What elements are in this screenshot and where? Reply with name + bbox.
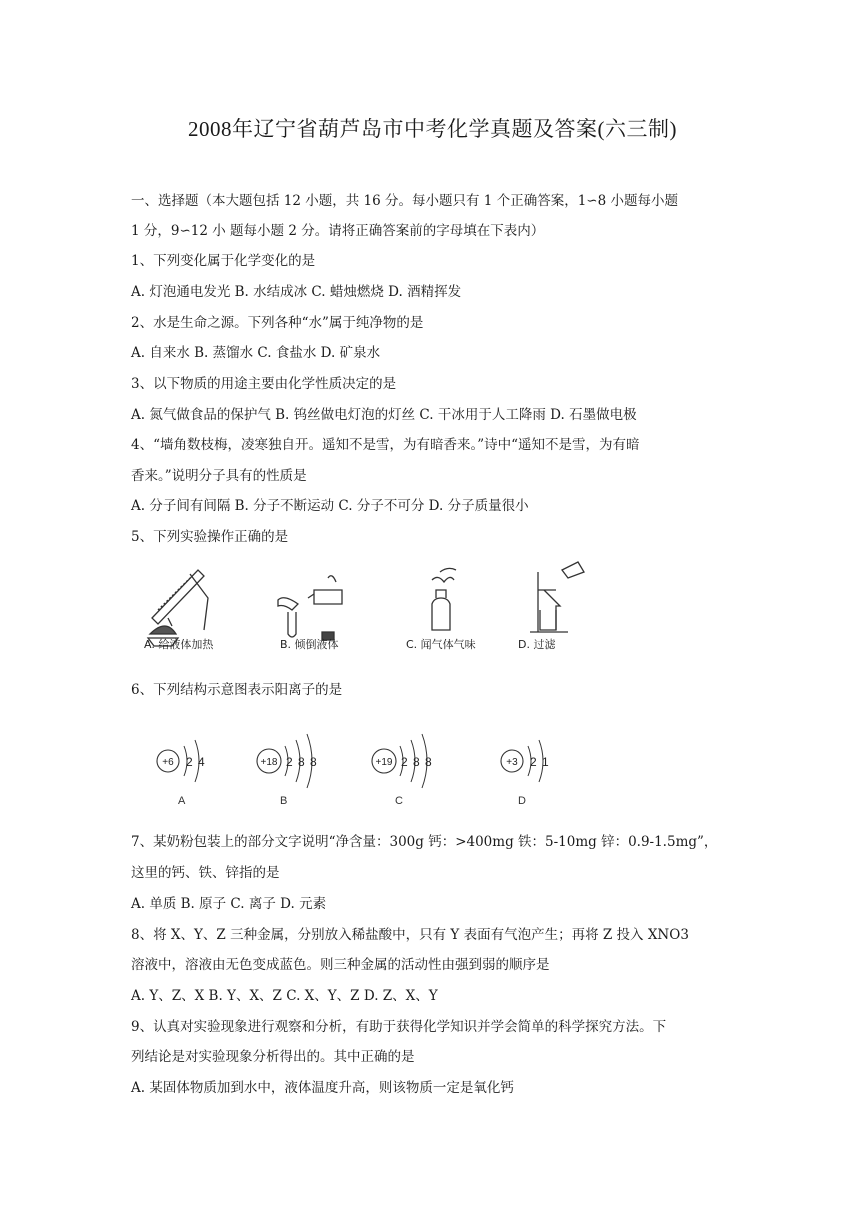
structure-c: [372, 734, 432, 807]
structure-d-label: D: [518, 795, 526, 807]
section-heading: 一、选择题（本大题包括 12 小题，共 16 分。每小题只有 1 个正确答案，1∽8 小题每小题: [131, 193, 678, 209]
question-9-cont: 列结论是对实验现象分析得出的。其中正确的是: [131, 1049, 415, 1065]
question-7-options: A. 单质 B. 原子 C. 离子 D. 元素: [131, 896, 327, 912]
question-5: 5、下列实验操作正确的是: [131, 529, 289, 545]
structure-c-shell-1: 2: [401, 755, 408, 769]
question-7: 7、某奶粉包装上的部分文字说明“净含量：300g 钙：>400mg 铁：5-10mg 锌：0.9-1.5mg”，: [131, 834, 718, 850]
structure-d-nucleus: +3: [506, 757, 518, 768]
structure-c-shell-2: 8: [413, 755, 420, 769]
question-2-options: A. 自来水 B. 蒸馏水 C. 食盐水 D. 矿泉水: [131, 345, 381, 361]
question-4: 4、“墙角数枝梅，凌寒独自开。遥知不是雪，为有暗香来。”诗中“遥知不是雪，为有暗: [131, 437, 640, 453]
structure-b-shell-1: 2: [286, 755, 293, 769]
question-9-option-a: A. 某固体物质加到水中，液体温度升高，则该物质一定是氧化钙: [131, 1080, 514, 1096]
structure-a-shell-1: 2: [186, 755, 193, 769]
structure-c-label: C: [395, 795, 403, 807]
document-title: 2008年辽宁省葫芦岛市中考化学真题及答案(六三制): [188, 117, 677, 141]
structure-a-shell-2: 4: [198, 755, 205, 769]
question-4-cont: 香来。”说明分子具有的性质是: [131, 468, 307, 484]
question-4-options: A. 分子间有间隔 B. 分子不断运动 C. 分子不可分 D. 分子质量很小: [131, 498, 529, 514]
pouring-liquid-sketch: [278, 576, 342, 640]
structure-a-nucleus: +6: [162, 757, 174, 768]
structure-d-shell-1: 2: [530, 755, 537, 769]
structure-b-label: B: [280, 795, 288, 807]
question-3: 3、以下物质的用途主要由化学性质决定的是: [131, 376, 397, 392]
section-heading-cont: 1 分，9∽12 小 题每小题 2 分。请将正确答案前的字母填在下表内）: [131, 223, 545, 239]
structure-b-shell-2: 8: [298, 755, 305, 769]
question-1-options: A. 灯泡通电发光 B. 水结成冰 C. 蜡烛燃烧 D. 酒精挥发: [131, 284, 462, 300]
heating-liquid-sketch: [148, 570, 208, 646]
smelling-gas-sketch: [432, 568, 456, 630]
fig5-caption-b: B. 倾倒液体: [280, 638, 339, 651]
question-8-cont: 溶液中，溶液由无色变成蓝色。则三种金属的活动性由强到弱的顺序是: [131, 957, 550, 973]
question-1: 1、下列变化属于化学变化的是: [131, 253, 316, 269]
question-8: 8、将 X、Y、Z 三种金属，分别放入稀盐酸中，只有 Y 表面有气泡产生；再将 Z 投入 XNO3: [131, 927, 689, 943]
fig5-caption-c: C. 闻气体气味: [406, 638, 476, 651]
structure-a-label: A: [178, 795, 186, 807]
structure-b-shell-3: 8: [310, 755, 317, 769]
fig5-caption-a: A. 给液体加热: [144, 638, 214, 651]
question-3-options: A. 氮气做食品的保护气 B. 钨丝做电灯泡的灯丝 C. 干冰用于人工降雨 D. 石墨做电极: [131, 407, 637, 423]
question-6: 6、下列结构示意图表示阳离子的是: [131, 682, 343, 698]
structure-a: [157, 740, 205, 807]
structure-c-shell-3: 8: [425, 755, 432, 769]
question-9: 9、认真对实验现象进行观察和分析，有助于获得化学知识并学会简单的科学探究方法。下: [131, 1019, 667, 1035]
lab-operations-figure: [138, 560, 588, 660]
structure-d-shell-2: 1: [542, 755, 549, 769]
filtration-sketch: [530, 562, 584, 632]
question-8-options: A. Y、Z、X B. Y、X、Z C. X、Y、Z D. Z、X、Y: [131, 988, 438, 1004]
structure-b-nucleus: +18: [260, 757, 278, 768]
structure-c-nucleus: +19: [375, 757, 393, 768]
question-7-cont: 这里的钙、铁、锌指的是: [131, 865, 280, 881]
structure-d: [501, 740, 549, 807]
ion-structure-figure: [148, 716, 568, 812]
question-2: 2、水是生命之源。下列各种“水”属于纯净物的是: [131, 315, 424, 331]
structure-b: [257, 734, 317, 807]
fig5-caption-d: D. 过滤: [518, 638, 556, 651]
